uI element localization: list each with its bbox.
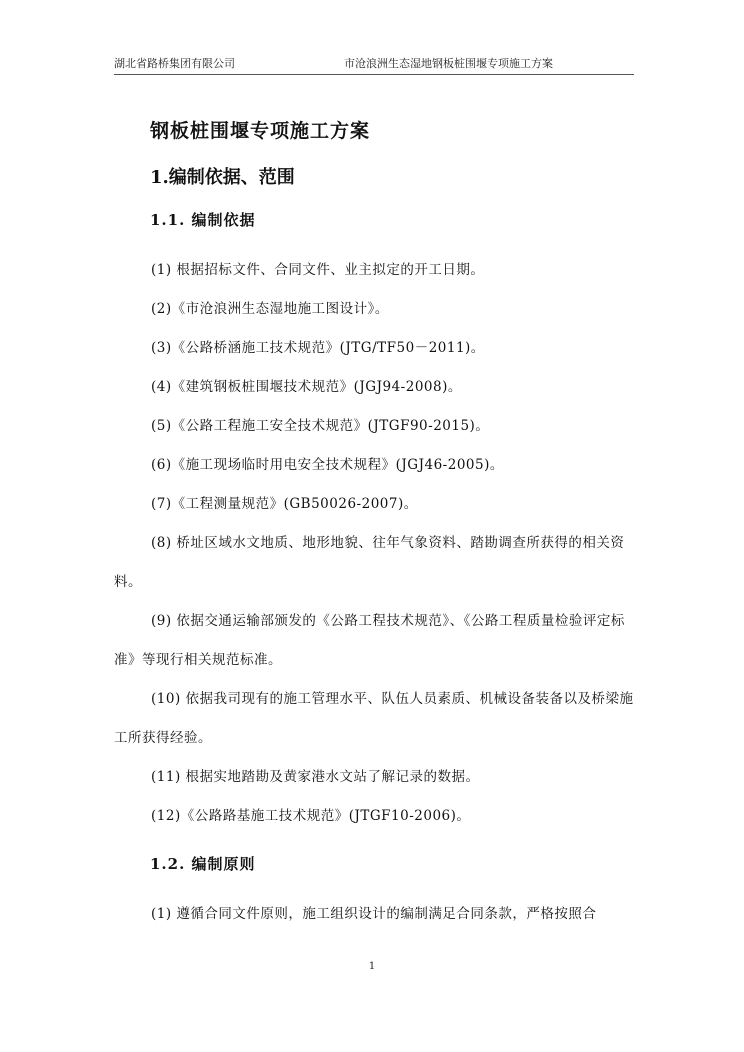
list-item: (1) 根据招标文件、合同文件、业主拟定的开工日期。 [151,262,485,278]
list-item: (6)《施工现场临时用电安全技术规程》(JGJ46-2005)。 [151,457,504,473]
subsection-heading-basis: 1.1. 编制依据 [150,211,256,229]
list-item: (2)《市沧浪洲生态湿地施工图设计》。 [151,301,389,317]
list-item: (12)《公路路基施工技术规范》(JTGF10-2006)。 [151,808,471,824]
list-item: (10) 依据我司现有的施工管理水平、队伍人员素质、机械设备装备以及桥梁施工所获得经验。 [114,691,634,746]
header-rule [114,74,634,75]
list-item: (1) 遵循合同文件原则，施工组织设计的编制满足合同条款，严格按照合 [151,906,597,922]
list-item: (9) 依据交通运输部颁发的《公路工程技术规范》、《公路工程质量检验评定标准》等现行相关规范标准。 [114,613,625,668]
header-company: 湖北省路桥集团有限公司 [114,57,235,70]
header-doc-title: 市沧浪洲生态湿地钢板桩围堰专项施工方案 [344,57,553,70]
list-item: (7)《工程测量规范》(GB50026-2007)。 [151,496,418,512]
document-title: 钢板桩围堰专项施工方案 [150,120,371,142]
page-header [114,55,634,75]
list-item: (5)《公路工程施工安全技术规范》(JTGF90-2015)。 [151,418,490,434]
section-heading: 1.编制依据、范围 [150,167,295,188]
list-item: (8) 桥址区域水文地质、地形地貌、往年气象资料、踏勘调查所获得的相关资料。 [114,535,625,590]
list-item: (4)《建筑钢板桩围堰技术规范》(JGJ94-2008)。 [151,379,462,395]
subsection-heading-principles: 1.2. 编制原则 [150,855,256,873]
list-item: (11) 根据实地踏勘及黄家港水文站了解记录的数据。 [151,769,480,785]
page-number: 1 [368,961,376,972]
list-item: (3)《公路桥涵施工技术规范》(JTG/TF50－2011)。 [151,340,485,356]
